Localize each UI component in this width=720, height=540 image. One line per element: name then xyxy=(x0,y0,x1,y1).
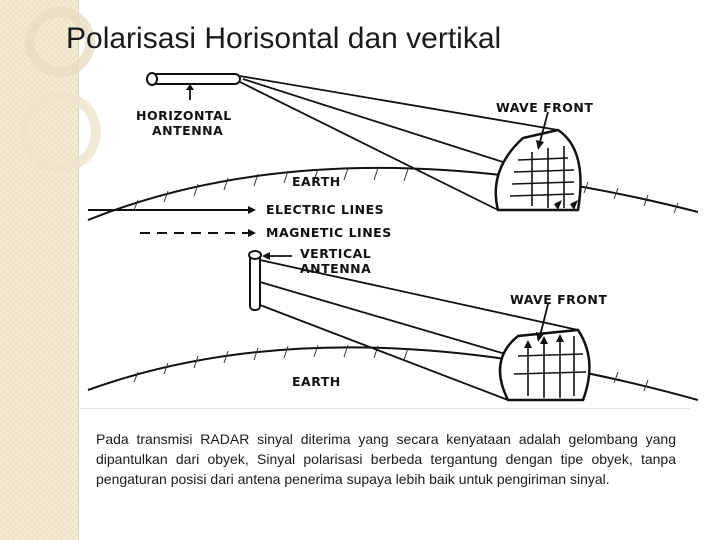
earth-hatching-top xyxy=(134,168,678,213)
arrow-wave-front-bottom xyxy=(540,304,548,336)
label-horizontal-antenna-1: HORIZONTAL xyxy=(136,108,232,123)
earth-surface-top xyxy=(88,168,698,220)
vertical-antenna xyxy=(249,251,261,310)
label-magnetic-lines: MAGNETIC LINES xyxy=(266,225,392,240)
label-electric-lines: ELECTRIC LINES xyxy=(266,202,385,217)
label-wave-front-top: WAVE FRONT xyxy=(496,100,594,115)
label-earth-bottom: EARTH xyxy=(292,374,341,389)
label-horizontal-antenna-2: ANTENNA xyxy=(152,123,224,138)
label-vertical-antenna-2: ANTENNA xyxy=(300,261,372,276)
polarization-diagram xyxy=(78,60,698,410)
slide-title: Polarisasi Horisontal dan vertikal xyxy=(66,22,502,55)
label-wave-front-bottom: WAVE FRONT xyxy=(510,292,608,307)
caption-text: Pada transmisi RADAR sinyal diterima yang secara kenyataan adalah gelombang yang dipantulkan dari obyek, Sinyal polarisasi berbeda tergantung dengan tipe obyek, tanpa pengaturan posisi dari antena penerima supaya lebih baik untuk pengiriman sinyal. xyxy=(80,408,690,540)
label-vertical-antenna-1: VERTICAL xyxy=(300,246,372,261)
label-earth-top: EARTH xyxy=(292,174,341,189)
horizontal-antenna xyxy=(147,73,240,85)
